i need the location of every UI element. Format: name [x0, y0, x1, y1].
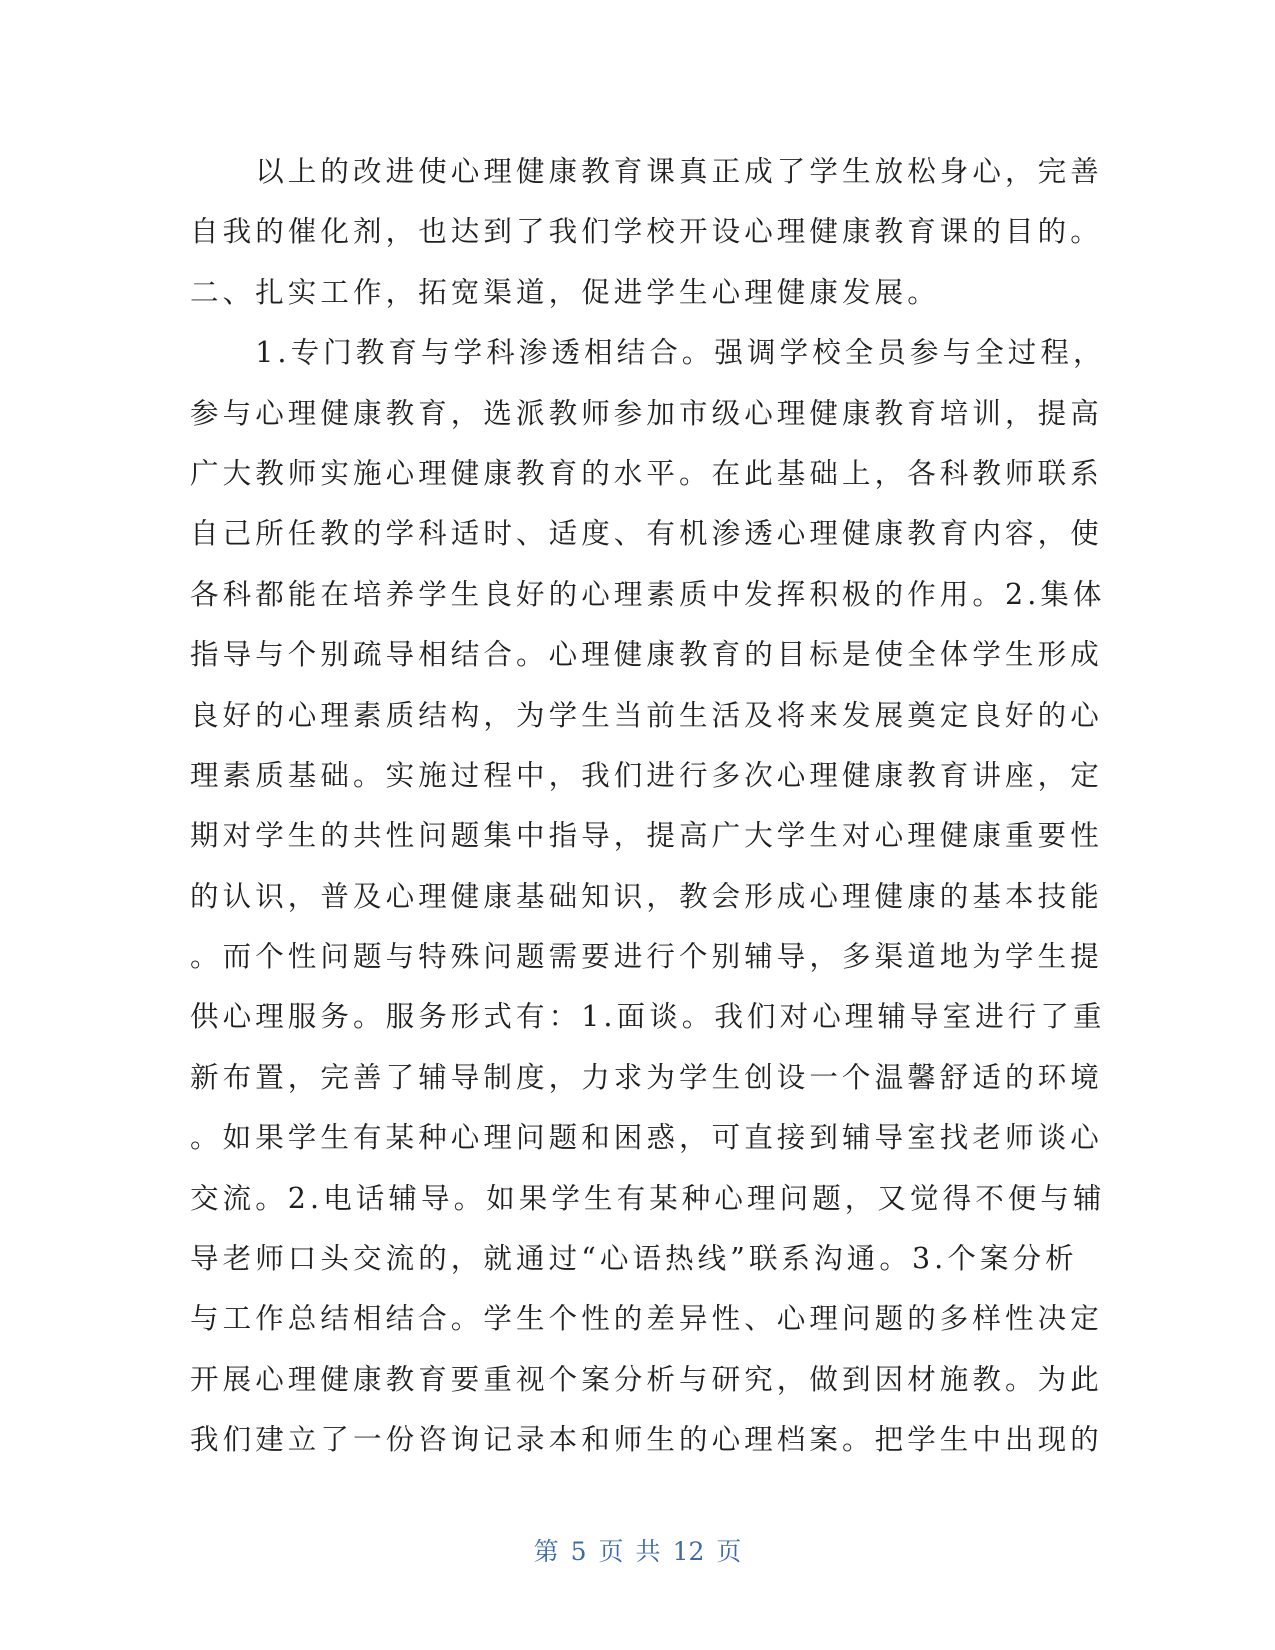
total-pages-number: 12 [672, 1537, 705, 1566]
text-line: 自己所任教的学科适时、适度、有机渗透心理健康教育内容，使 [190, 517, 1103, 551]
page-footer [0, 1532, 1275, 1568]
text-line: 广大教师实施心理健康教育的水平。在此基础上，各科教师联系 [190, 456, 1103, 490]
section-heading: 二、扎实工作，拓宽渠道，促进学生心理健康发展。 [190, 275, 940, 309]
total-label: 共 [635, 1537, 661, 1566]
text-line: 理素质基础。实施过程中，我们进行多次心理健康教育讲座，定 [190, 758, 1103, 792]
text-line: 开展心理健康教育要重视个案分析与研究，做到因材施教。为此 [190, 1362, 1103, 1396]
current-page-number: 5 [570, 1537, 587, 1566]
text-line: 1.专门教育与学科渗透相结合。强调学校全员参与全过程， [190, 336, 1106, 370]
text-line: 。而个性问题与特殊问题需要进行个别辅导，多渠道地为学生提 [190, 940, 1103, 974]
text-line: 的认识，普及心理健康基础知识，教会形成心理健康的基本技能 [190, 879, 1103, 913]
text-line: 自我的催化剂，也达到了我们学校开设心理健康教育课的目的。 [190, 215, 1103, 249]
text-line: 我们建立了一份咨询记录本和师生的心理档案。把学生中出现的 [190, 1423, 1103, 1457]
text-line: 期对学生的共性问题集中指导，提高广大学生对心理健康重要性 [190, 819, 1103, 853]
total-unit: 页 [716, 1537, 742, 1566]
text-line: 参与心理健康教育，选派教师参加市级心理健康教育培训，提高 [190, 396, 1103, 430]
text-line: 。如果学生有某种心理问题和困惑，可直接到辅导室找老师谈心 [190, 1121, 1103, 1155]
text-line: 交流。2.电话辅导。如果学生有某种心理问题，又觉得不便与辅 [190, 1181, 1106, 1215]
text-line: 以上的改进使心理健康教育课真正成了学生放松身心，完善 [190, 155, 1103, 188]
body-text [190, 142, 1106, 1471]
text-line: 供心理服务。服务形式有：1.面谈。我们对心理辅导室进行了重 [190, 1000, 1106, 1034]
page-unit: 页 [598, 1537, 624, 1566]
text-line: 良好的心理素质结构，为学生当前生活及将来发展奠定良好的心 [190, 698, 1103, 732]
page-label: 第 [533, 1537, 559, 1566]
text-line: 新布置，完善了辅导制度，力求为学生创设一个温馨舒适的环境 [190, 1060, 1103, 1094]
text-line: 指导与个别疏导相结合。心理健康教育的目标是使全体学生形成 [190, 638, 1103, 672]
text-line: 与工作总结相结合。学生个性的差异性、心理问题的多样性决定 [190, 1302, 1103, 1336]
text-line: 导老师口头交流的，就通过“心语热线”联系沟通。3.个案分析 [190, 1242, 1078, 1276]
text-line: 各科都能在培养学生良好的心理素质中发挥积极的作用。2.集体 [190, 577, 1106, 611]
